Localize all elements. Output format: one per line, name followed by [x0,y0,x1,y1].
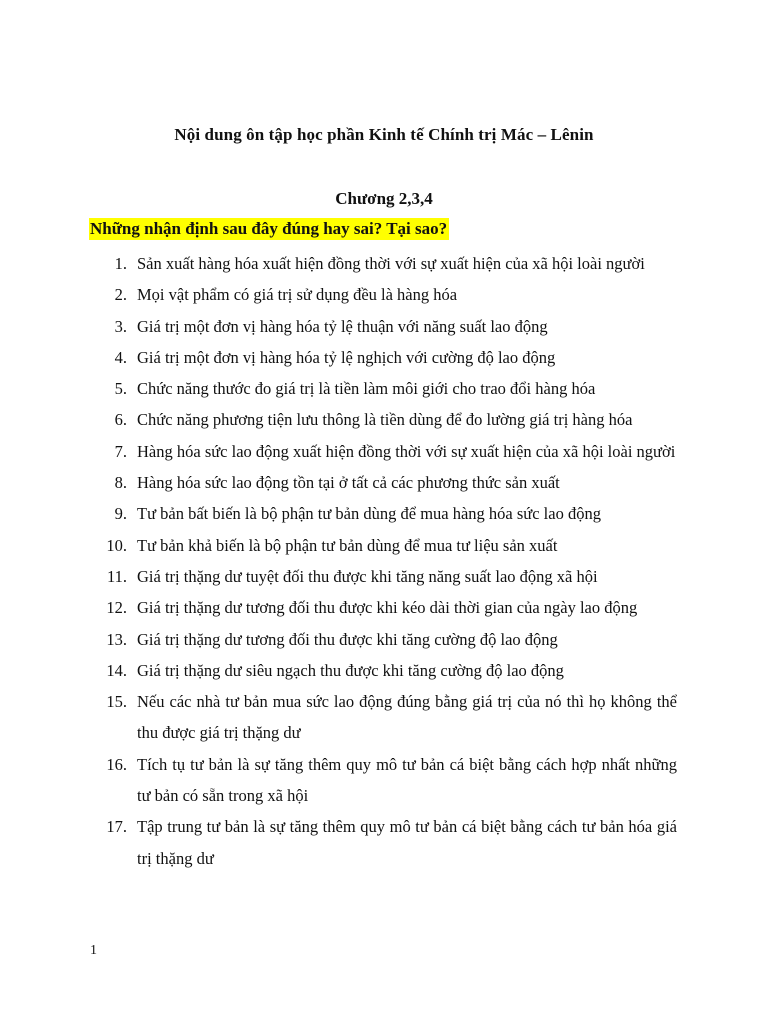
list-item-number: 8. [114,473,127,493]
list-item-number: 16. [106,754,127,774]
list-item-text: Tư bản khả biến là bộ phận tư bản dùng để mua tư liệu sản xuất [137,535,558,555]
list-item-number: 12. [106,598,127,618]
list-item-text: Hàng hóa sức lao động xuất hiện đồng thời với sự xuất hiện của xã hội loài người [137,441,676,461]
list-item [0,436,768,467]
list-item-number: 15. [106,692,127,712]
list-item-text: Tư bản bất biến là bộ phận tư bản dùng để mua hàng hóa sức lao động [137,504,601,524]
list-item-number: 14. [106,660,127,680]
list-item-number: 9. [114,504,127,524]
chapter-heading: Chương 2,3,4 [335,189,433,208]
list-item [0,561,768,592]
list-item-number: 3. [114,316,127,336]
list-item [0,749,768,812]
list-item-text: Giá trị một đơn vị hàng hóa tỷ lệ thuận với năng suất lao động [137,316,548,336]
list-item [0,279,768,310]
page-number: 1 [90,943,97,958]
list-item [0,624,768,655]
list-item-number: 7. [114,441,127,461]
list-item-number: 10. [106,535,127,555]
list-item-text: Mọi vật phẩm có giá trị sử dụng đều là hàng hóa [137,285,458,305]
list-item [0,592,768,623]
question-heading-highlighted: Những nhận định sau đây đúng hay sai? Tại sao? [90,219,448,238]
list-item [0,811,768,874]
list-item [0,373,768,404]
list-item [0,686,768,749]
list-item-number: 11. [106,566,127,586]
list-item [0,311,768,342]
list-item-number: 2. [114,285,127,305]
statement-list [0,248,768,874]
list-item [0,530,768,561]
list-item-number: 6. [114,410,127,430]
list-item-text: Giá trị thặng dư tuyệt đối thu được khi tăng năng suất lao động xã hội [137,566,598,586]
list-item-text: Giá trị thặng dư siêu ngạch thu được khi tăng cường độ lao động [137,660,564,680]
list-item [0,498,768,529]
list-item-number: 13. [106,629,127,649]
list-item [0,467,768,498]
list-item-text: Sản xuất hàng hóa xuất hiện đồng thời với sự xuất hiện của xã hội loài người [137,254,645,273]
document-title: Nội dung ôn tập học phần Kinh tế Chính trị Mác – Lênin [174,125,594,144]
list-item-text: Hàng hóa sức lao động tồn tại ở tất cả các phương thức sản xuất [137,473,560,493]
list-item-number: 17. [106,817,127,837]
list-item-text: Giá trị một đơn vị hàng hóa tỷ lệ nghịch với cường độ lao động [137,347,556,367]
list-item [0,248,768,279]
list-item-text: Chức năng phương tiện lưu thông là tiền dùng để đo lường giá trị hàng hóa [137,410,633,430]
list-item-text: Tích tụ tư bản là sự tăng thêm quy mô tư bản cá biệt bằng cách hợp nhất những tư bản có sẵn trong xã hội [137,754,677,806]
list-item-text: Tập trung tư bản là sự tăng thêm quy mô tư bản cá biệt bằng cách tư bản hóa giá trị thặng dư [137,817,677,868]
list-item-number: 5. [114,379,127,399]
list-item [0,655,768,686]
list-item-text: Nếu các nhà tư bản mua sức lao động đúng bằng giá trị của nó thì họ không thể thu được giá trị thặng dư [137,692,677,743]
list-item-number: 1. [114,254,127,273]
list-item-text: Chức năng thước đo giá trị là tiền làm môi giới cho trao đổi hàng hóa [137,379,596,399]
list-item [0,342,768,373]
list-item-number: 4. [114,347,127,367]
list-item-text: Giá trị thặng dư tương đối thu được khi tăng cường độ lao động [137,629,558,649]
list-item-text: Giá trị thặng dư tương đối thu được khi kéo dài thời gian của ngày lao động [137,598,638,618]
list-item [0,404,768,435]
